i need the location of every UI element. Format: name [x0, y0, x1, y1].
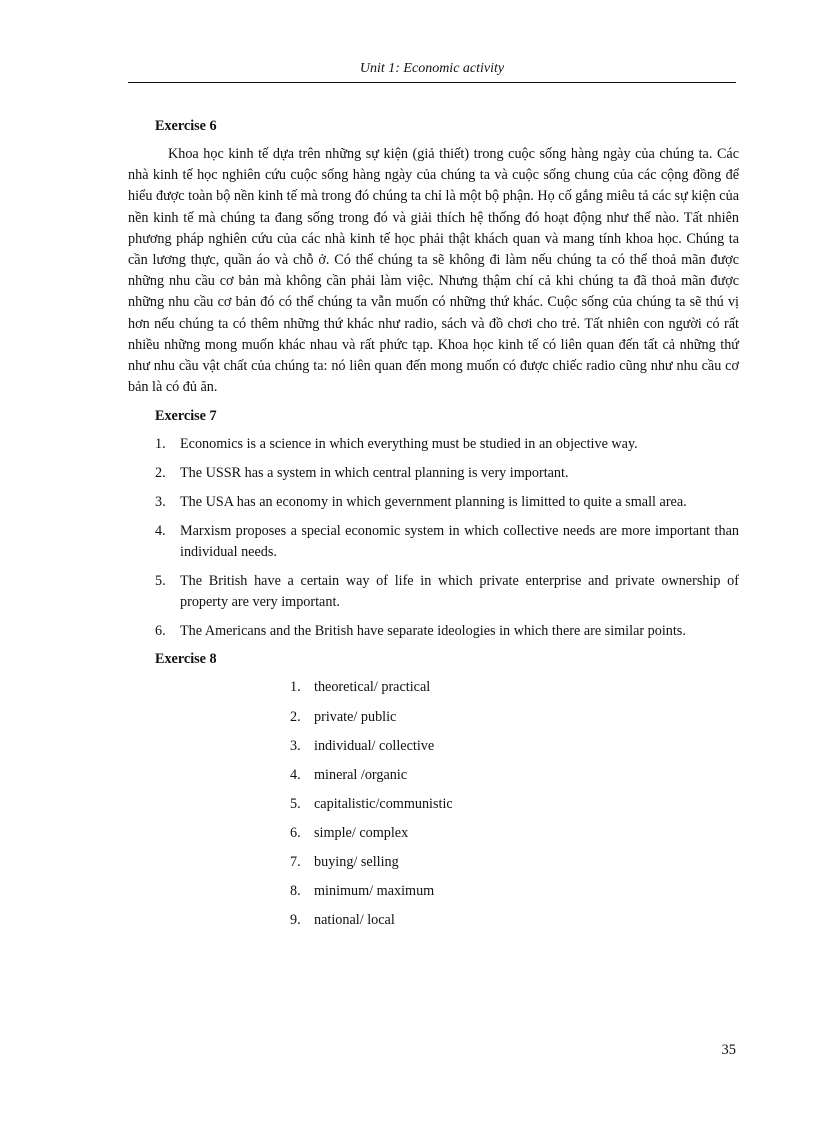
item-number: 3. [290, 737, 301, 754]
item-text: mineral /organic [314, 766, 408, 783]
list-item [128, 736, 739, 765]
list-item [128, 881, 739, 910]
exercise-6-heading: Exercise 6 [155, 118, 217, 134]
item-text: national/ local [314, 912, 395, 929]
item-text: Economics is a science in which everything must be studied in an objective way. [180, 436, 638, 453]
item-number: 7. [290, 854, 301, 870]
list-item [128, 621, 739, 642]
item-text: simple/ complex [314, 824, 409, 841]
exercise-6-paragraph: Khoa học kinh tế dựa trên những sự kiện (giả thiết) trong cuộc sống hàng ngày của chúng ta. Các nhà kinh tế học nghiên cứu cuộc sống hàng ngày của chúng ta và cuộc sống chung của các cộng đồng để hiểu được toàn bộ nền kinh tế mà trong đó chúng ta chỉ là một bộ phận. Họ cố gắng miêu tả các sự kiện của nền kinh tế mà chúng ta đang sống trong đó và giải thích hệ thống đó hoạt động như thế nào. Tất nhiên phương pháp nghiên cứu của các nhà kinh tế học phải thật khách quan và mang tính khoa học. Chúng ta cần lương thực, quần áo và chỗ ở. Có thể chúng ta sẽ không đi làm nếu chúng ta có thể thoả mãn được những nhu cầu cơ bản mà không cần phải làm việc. Nhưng thậm chí cả khi chúng ta đã thoả mãn được những nhu cầu cơ bản đó có thể chúng ta vẫn muốn có những thứ khác. Cuộc sống của chúng ta sẽ thú vị hơn nếu chúng ta có thêm những thứ khác như radio, sách và đồ chơi cho trẻ. Tất nhiên con người có rất nhiều những mong muốn khác nhau và rất phức tạp. Khoa học kinh tế có liên quan đến tất cả những thứ như nhu cầu vật chất của chúng ta: nó liên quan đến mong muốn có được chiếc radio cũng như nhu cầu cơ bản là có đủ ăn. [128, 146, 739, 396]
item-number: 1. [155, 436, 166, 453]
item-number: 8. [290, 883, 301, 900]
item-text: buying/ selling [314, 854, 399, 870]
page-number: 35 [721, 1042, 736, 1058]
list-item [128, 677, 739, 706]
list-item [128, 852, 739, 881]
item-number: 4. [290, 766, 301, 783]
header-rule [128, 82, 736, 83]
item-number: 2. [290, 708, 301, 725]
item-number: 1. [290, 679, 301, 696]
exercise-8-list [128, 677, 739, 939]
item-number: 3. [155, 494, 166, 511]
item-text: The British have a certain way of life in which private enterprise and private ownership of property are very important. [180, 573, 739, 611]
list-item [128, 521, 739, 563]
item-text: minimum/ maximum [314, 883, 435, 900]
exercise-8-heading: Exercise 8 [155, 651, 217, 668]
item-text: Marxism proposes a special economic system in which collective needs are more important than individual needs. [180, 523, 739, 561]
exercise-8-section [128, 650, 739, 939]
item-number: 6. [290, 824, 301, 841]
list-item [128, 707, 739, 736]
item-number: 4. [155, 523, 166, 540]
list-item [128, 823, 739, 852]
exercise-6-section [128, 117, 739, 398]
exercise-7-section [128, 407, 739, 642]
item-text: individual/ collective [314, 737, 435, 754]
item-number: 5. [155, 573, 166, 590]
list-item [128, 794, 739, 823]
item-text: private/ public [314, 708, 397, 725]
list-item [128, 765, 739, 794]
exercise-7-heading: Exercise 7 [155, 408, 217, 425]
list-item [128, 571, 739, 613]
item-text: The USA has an economy in which gevernment planning is limitted to quite a small area. [180, 494, 687, 511]
list-item [128, 434, 739, 455]
item-text: The USSR has a system in which central planning is very important. [180, 465, 569, 482]
list-item [128, 463, 739, 484]
list-item [128, 492, 739, 513]
item-number: 2. [155, 465, 166, 482]
page-content [128, 117, 739, 939]
item-text: capitalistic/communistic [314, 795, 453, 812]
item-text: theoretical/ practical [314, 679, 431, 696]
list-item [128, 910, 739, 939]
item-number: 9. [290, 912, 301, 929]
running-header: Unit 1: Economic activity [359, 61, 505, 76]
item-number: 5. [290, 795, 301, 812]
exercise-7-list [128, 434, 739, 642]
item-number: 6. [155, 623, 166, 640]
item-text: The Americans and the British have separate ideologies in which there are similar points. [180, 623, 686, 640]
